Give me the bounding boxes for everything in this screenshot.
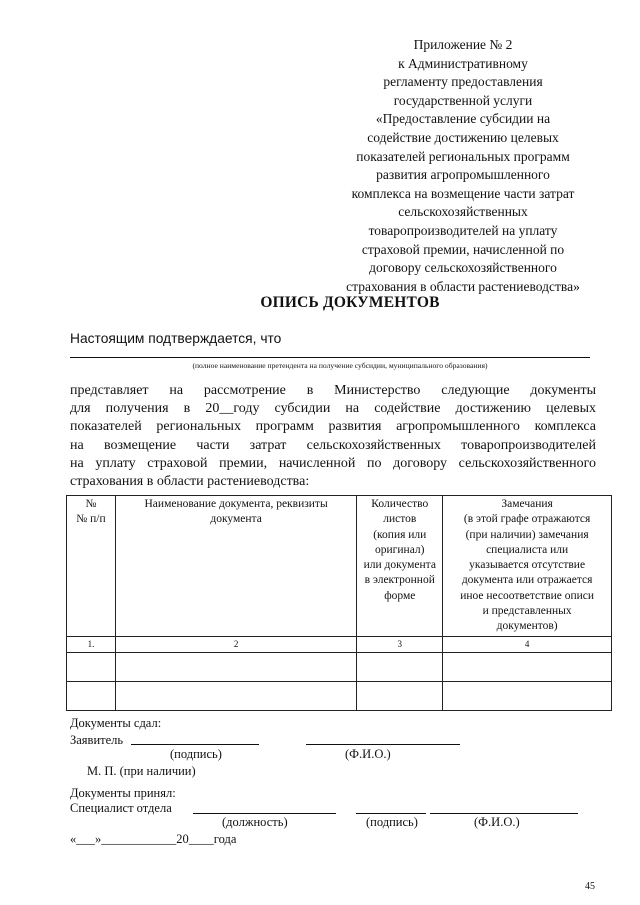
body-line: представляет на рассмотрение в Министерство следующие документы [70,383,596,398]
body-line: страхования в области растениеводства: [70,474,310,490]
table-cell [443,652,612,681]
header-line: (копия или [373,528,427,541]
received-heading: Документы принял: [70,786,176,800]
table-cell [67,652,116,681]
header-line: иное несоответствие описи [460,589,595,602]
header-line: листов [383,513,417,526]
header-document-name [115,496,356,637]
appendix-line: страхования в области растениеводства» [346,278,580,294]
seal-note: М. П. (при наличии) [87,764,196,778]
position-line [193,813,336,814]
column-number: 1. [67,636,116,652]
table-cell [357,681,443,710]
header-line: (в этой графе отражаются [463,513,591,526]
header-line: (при наличии) замечания [465,528,589,541]
header-line: форме [384,589,416,602]
table-cell [443,681,612,710]
header-sheet-count [357,496,443,637]
header-line: Наименование документа, реквизиты [144,498,328,510]
specialist-name-caption: (Ф.И.О.) [474,815,520,829]
specialist-label: Специалист отдела [70,801,172,815]
date-line: «___»____________20____года [70,832,237,846]
body-line: на возмещение части затрат сельскохозяйственных товаропроизводителей [70,437,596,453]
applicant-name-caption: (Ф.И.О.) [345,747,391,761]
appendix-line: Приложение № 2 [413,37,513,52]
appendix-line: содействие достижению целевых [367,129,559,145]
appendix-line: договору сельскохозяйственного [369,260,557,276]
header-line: специалиста или [486,543,569,556]
header-line: указывается отсутствие [469,559,586,572]
header-remarks [443,496,612,637]
specialist-name-line [430,813,578,814]
appendix-line: страховой премии, начисленной по [361,241,565,257]
body-line: показателей региональных программ развития агропромышленного комплекса [70,419,596,435]
table-cell [115,681,356,710]
body-paragraph [70,382,596,491]
appendix-line: государственной услуги [393,92,533,108]
specialist-signature-line [356,813,426,814]
header-number [67,496,116,637]
header-line: в электронной [364,574,435,587]
header-line: № п/п [76,513,106,526]
appendix-line: товаропроизводителей на уплату [368,222,558,238]
applicant-name-line [306,744,460,745]
header-line: документов) [496,620,558,633]
applicant-name-caption: (полное наименование претендента на получение субсидии, муниципального образования) [192,361,488,370]
appendix-line: сельскохозяйственных [398,204,528,220]
header-line: № [85,498,97,510]
header-line: документа [210,513,262,526]
column-number: 4 [443,636,612,652]
position-caption: (должность) [222,815,288,829]
table-header-row [67,496,612,637]
body-line: на уплату страховой премии, начисленной по договору сельскохозяйственного [70,455,596,471]
specialist-signature-caption: (подпись) [366,815,418,829]
applicant-signature-caption: (подпись) [170,747,222,761]
header-line: Замечания [501,498,553,510]
applicant-signature-line [131,744,259,745]
page-number: 45 [585,881,595,892]
table-cell [67,681,116,710]
appendix-line: регламенту предоставления [383,74,543,90]
table-cell [115,652,356,681]
table-cell [357,652,443,681]
header-line: или документа [363,559,436,572]
appendix-line: развития агропромышленного [376,167,550,183]
document-title: ОПИСЬ ДОКУМЕНТОВ [260,294,440,311]
submitted-heading: Документы сдал: [70,716,162,730]
table-row [67,652,612,681]
applicant-name-line [70,357,590,358]
applicant-label: Заявитель [70,733,124,747]
header-line: Количество [371,498,429,510]
column-number-row [67,636,612,652]
column-number: 3 [357,636,443,652]
documents-table [66,495,612,711]
appendix-line: комплекса на возмещение части затрат [351,185,575,201]
appendix-block [318,36,608,296]
appendix-line: «Предоставление субсидии на [375,111,551,127]
appendix-line: к Административному [398,55,528,71]
header-line: документа или отражается [461,574,593,587]
column-number: 2 [115,636,356,652]
table-row [67,681,612,710]
confirm-text: Настоящим подтверждается, что [70,331,282,346]
appendix-line: показателей региональных программ [356,148,570,164]
body-line: для получения в 20__году субсидии на содействие достижению целевых [70,401,596,417]
header-line: оригинал) [375,543,425,556]
header-line: и представленных [482,605,572,618]
